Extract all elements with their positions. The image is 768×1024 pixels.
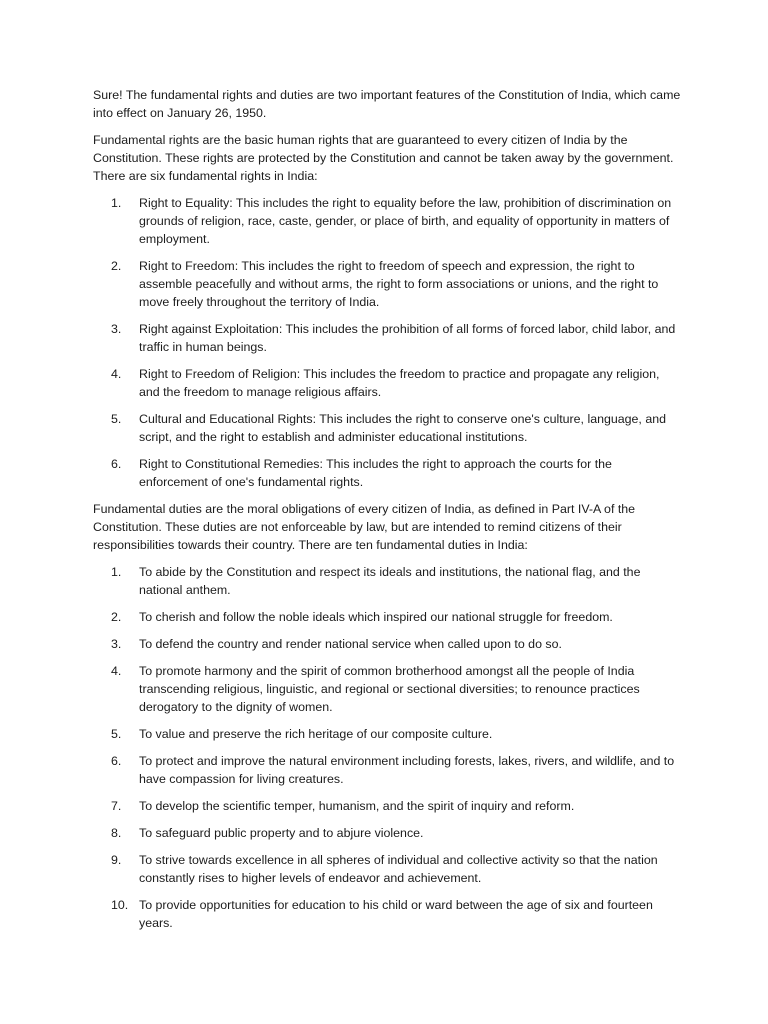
list-item <box>93 320 681 356</box>
list-number: 5. <box>111 412 122 426</box>
list-item <box>93 194 681 248</box>
document-page <box>93 86 681 941</box>
list-item <box>93 410 681 446</box>
list-item <box>93 455 681 491</box>
list-item <box>93 257 681 311</box>
list-item-text: To protect and improve the natural environment including forests, lakes, rivers, and wildlife, and to have compassion for living creatures. <box>139 754 675 786</box>
list-number: 7. <box>111 799 122 813</box>
list-item <box>93 851 681 887</box>
list-number: 4. <box>111 664 122 678</box>
list-item-text: To promote harmony and the spirit of common brotherhood amongst all the people of India transcending religious, linguistic, and regional or sectional diversities; to renounce practices derogatory to the dignity of women. <box>139 664 640 714</box>
list-number: 4. <box>111 367 122 381</box>
list-item <box>93 563 681 599</box>
list-number: 2. <box>111 610 122 624</box>
list-item <box>93 365 681 401</box>
list-item-text: Right to Freedom: This includes the right to freedom of speech and expression, the right to assemble peacefully and without arms, the right to form associations or unions, and the right to move freely throughout the territory of India. <box>139 259 659 309</box>
list-item <box>93 725 681 743</box>
list-item-text: To safeguard public property and to abjure violence. <box>139 826 424 840</box>
list-item <box>93 752 681 788</box>
list-item-text: To abide by the Constitution and respect its ideals and institutions, the national flag, and the national anthem. <box>139 565 641 597</box>
list-item-text: To value and preserve the rich heritage of our composite culture. <box>139 727 493 741</box>
list-item-text: To develop the scientific temper, humanism, and the spirit of inquiry and reform. <box>139 799 575 813</box>
list-item-text: Cultural and Educational Rights: This includes the right to conserve one's culture, language, and script, and the right to establish and administer educational institutions. <box>139 412 666 444</box>
list-item-text: Right to Equality: This includes the right to equality before the law, prohibition of discrimination on grounds of religion, race, caste, gender, or place of birth, and equality of opportunity in matters of employment. <box>139 196 672 246</box>
list-item <box>93 797 681 815</box>
list-number: 3. <box>111 637 122 651</box>
rights-list <box>93 194 681 491</box>
list-item-text: To strive towards excellence in all spheres of individual and collective activity so that the nation constantly rises to higher levels of endeavor and achievement. <box>139 853 658 885</box>
list-item-text: Right to Constitutional Remedies: This includes the right to approach the courts for the enforcement of one's fundamental rights. <box>139 457 612 489</box>
list-item-text: To cherish and follow the noble ideals which inspired our national struggle for freedom. <box>139 610 613 624</box>
list-item <box>93 662 681 716</box>
list-item-text: To provide opportunities for education to his child or ward between the age of six and fourteen years. <box>139 898 653 930</box>
duties-list <box>93 563 681 932</box>
list-number: 8. <box>111 826 122 840</box>
list-number: 9. <box>111 853 122 867</box>
duties-intro-paragraph: Fundamental duties are the moral obligations of every citizen of India, as defined in Part IV-A of the Constitution. These duties are not enforceable by law, but are intended to remind citizens of their responsibilities towards their country. There are ten fundamental duties in India: <box>93 502 636 552</box>
list-number: 2. <box>111 259 122 273</box>
list-number: 1. <box>111 565 122 579</box>
list-number: 5. <box>111 727 122 741</box>
rights-intro-paragraph: Fundamental rights are the basic human rights that are guaranteed to every citizen of India by the Constitution. These rights are protected by the Constitution and cannot be taken away by the government. There are six fundamental rights in India: <box>93 133 674 183</box>
list-item-text: Right to Freedom of Religion: This includes the freedom to practice and propagate any religion, and the freedom to manage religious affairs. <box>139 367 660 399</box>
list-item <box>93 635 681 653</box>
list-number: 6. <box>111 754 122 768</box>
list-number: 3. <box>111 322 122 336</box>
list-item <box>93 824 681 842</box>
intro-paragraph: Sure! The fundamental rights and duties are two important features of the Constitution of India, which came into effect on January 26, 1950. <box>93 88 681 120</box>
list-number: 1. <box>111 196 122 210</box>
list-item-text: To defend the country and render national service when called upon to do so. <box>139 637 562 651</box>
list-item <box>93 896 681 932</box>
list-number: 10. <box>111 898 129 912</box>
list-item <box>93 608 681 626</box>
list-item-text: Right against Exploitation: This includes the prohibition of all forms of forced labor, child labor, and traffic in human beings. <box>139 322 676 354</box>
list-number: 6. <box>111 457 122 471</box>
